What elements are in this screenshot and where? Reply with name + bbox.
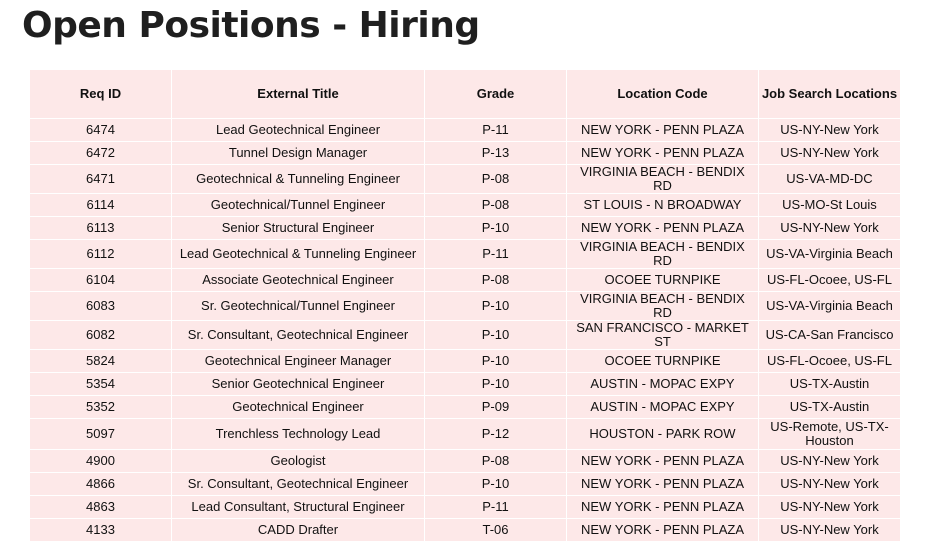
cell-external-title: Geotechnical Engineer: [172, 396, 425, 419]
cell-external-title: Trenchless Technology Lead: [172, 419, 425, 450]
cell-grade: P-08: [425, 450, 567, 473]
cell-req-id: 5352: [30, 396, 172, 419]
header-external-title: External Title: [172, 70, 425, 119]
cell-grade: P-11: [425, 240, 567, 269]
cell-location-code: AUSTIN - MOPAC EXPY: [567, 396, 759, 419]
cell-location-code: VIRGINIA BEACH - BENDIX RD: [567, 292, 759, 321]
cell-job-search-locations: US-TX-Austin: [759, 373, 901, 396]
cell-req-id: 6471: [30, 165, 172, 194]
open-positions-table: [29, 69, 901, 542]
cell-location-code: NEW YORK - PENN PLAZA: [567, 496, 759, 519]
cell-job-search-locations: US-VA-Virginia Beach: [759, 240, 901, 269]
cell-location-code: OCOEE TURNPIKE: [567, 350, 759, 373]
cell-grade: P-13: [425, 142, 567, 165]
cell-req-id: 4133: [30, 519, 172, 542]
cell-req-id: 6113: [30, 217, 172, 240]
table-row: [30, 292, 901, 321]
table-row: [30, 194, 901, 217]
cell-req-id: 5097: [30, 419, 172, 450]
cell-external-title: Tunnel Design Manager: [172, 142, 425, 165]
cell-location-code: NEW YORK - PENN PLAZA: [567, 142, 759, 165]
cell-job-search-locations: US-TX-Austin: [759, 396, 901, 419]
cell-req-id: 4863: [30, 496, 172, 519]
table-row: [30, 473, 901, 496]
cell-external-title: Sr. Consultant, Geotechnical Engineer: [172, 321, 425, 350]
cell-location-code: NEW YORK - PENN PLAZA: [567, 450, 759, 473]
cell-job-search-locations: US-CA-San Francisco: [759, 321, 901, 350]
cell-job-search-locations: US-NY-New York: [759, 496, 901, 519]
cell-job-search-locations: US-FL-Ocoee, US-FL: [759, 350, 901, 373]
table-row: [30, 350, 901, 373]
table-row: [30, 119, 901, 142]
table-row: [30, 217, 901, 240]
cell-job-search-locations: US-VA-MD-DC: [759, 165, 901, 194]
cell-location-code: HOUSTON - PARK ROW: [567, 419, 759, 450]
table-row: [30, 165, 901, 194]
cell-external-title: CADD Drafter: [172, 519, 425, 542]
cell-grade: P-10: [425, 373, 567, 396]
cell-req-id: 5824: [30, 350, 172, 373]
cell-external-title: Senior Structural Engineer: [172, 217, 425, 240]
cell-grade: P-11: [425, 496, 567, 519]
cell-grade: P-10: [425, 321, 567, 350]
cell-job-search-locations: US-VA-Virginia Beach: [759, 292, 901, 321]
header-job-search-locations: Job Search Locations: [759, 70, 901, 119]
table-row: [30, 321, 901, 350]
cell-external-title: Geotechnical & Tunneling Engineer: [172, 165, 425, 194]
cell-job-search-locations: US-NY-New York: [759, 519, 901, 542]
cell-req-id: 6104: [30, 269, 172, 292]
cell-grade: P-09: [425, 396, 567, 419]
cell-external-title: Geologist: [172, 450, 425, 473]
cell-job-search-locations: US-Remote, US-TX-Houston: [759, 419, 901, 450]
cell-external-title: Lead Consultant, Structural Engineer: [172, 496, 425, 519]
cell-external-title: Geotechnical/Tunnel Engineer: [172, 194, 425, 217]
page-title: Open Positions - Hiring: [22, 5, 480, 46]
cell-job-search-locations: US-FL-Ocoee, US-FL: [759, 269, 901, 292]
cell-external-title: Lead Geotechnical & Tunneling Engineer: [172, 240, 425, 269]
cell-external-title: Lead Geotechnical Engineer: [172, 119, 425, 142]
cell-grade: P-08: [425, 269, 567, 292]
cell-job-search-locations: US-MO-St Louis: [759, 194, 901, 217]
table-row: [30, 450, 901, 473]
cell-location-code: ST LOUIS - N BROADWAY: [567, 194, 759, 217]
cell-req-id: 6474: [30, 119, 172, 142]
cell-location-code: NEW YORK - PENN PLAZA: [567, 519, 759, 542]
header-row: [30, 70, 901, 119]
cell-req-id: 4866: [30, 473, 172, 496]
cell-job-search-locations: US-NY-New York: [759, 119, 901, 142]
cell-grade: P-08: [425, 194, 567, 217]
cell-job-search-locations: US-NY-New York: [759, 473, 901, 496]
cell-grade: P-10: [425, 350, 567, 373]
cell-req-id: 6082: [30, 321, 172, 350]
cell-external-title: Associate Geotechnical Engineer: [172, 269, 425, 292]
cell-req-id: 6083: [30, 292, 172, 321]
cell-req-id: 5354: [30, 373, 172, 396]
cell-req-id: 6112: [30, 240, 172, 269]
header-location-code: Location Code: [567, 70, 759, 119]
header-req-id: Req ID: [30, 70, 172, 119]
cell-req-id: 4900: [30, 450, 172, 473]
cell-location-code: VIRGINIA BEACH - BENDIX RD: [567, 165, 759, 194]
cell-req-id: 6114: [30, 194, 172, 217]
table-row: [30, 142, 901, 165]
cell-grade: T-06: [425, 519, 567, 542]
cell-grade: P-10: [425, 473, 567, 496]
table-row: [30, 396, 901, 419]
cell-external-title: Senior Geotechnical Engineer: [172, 373, 425, 396]
cell-location-code: VIRGINIA BEACH - BENDIX RD: [567, 240, 759, 269]
cell-external-title: Sr. Consultant, Geotechnical Engineer: [172, 473, 425, 496]
cell-req-id: 6472: [30, 142, 172, 165]
cell-grade: P-11: [425, 119, 567, 142]
cell-location-code: AUSTIN - MOPAC EXPY: [567, 373, 759, 396]
cell-grade: P-12: [425, 419, 567, 450]
cell-job-search-locations: US-NY-New York: [759, 142, 901, 165]
cell-grade: P-10: [425, 292, 567, 321]
table-row: [30, 240, 901, 269]
table-row: [30, 269, 901, 292]
cell-grade: P-08: [425, 165, 567, 194]
table-row: [30, 519, 901, 542]
cell-external-title: Sr. Geotechnical/Tunnel Engineer: [172, 292, 425, 321]
cell-job-search-locations: US-NY-New York: [759, 217, 901, 240]
cell-location-code: NEW YORK - PENN PLAZA: [567, 119, 759, 142]
cell-location-code: OCOEE TURNPIKE: [567, 269, 759, 292]
table-row: [30, 419, 901, 450]
header-grade: Grade: [425, 70, 567, 119]
cell-location-code: SAN FRANCISCO - MARKET ST: [567, 321, 759, 350]
cell-external-title: Geotechnical Engineer Manager: [172, 350, 425, 373]
table-row: [30, 496, 901, 519]
cell-job-search-locations: US-NY-New York: [759, 450, 901, 473]
cell-location-code: NEW YORK - PENN PLAZA: [567, 217, 759, 240]
table-row: [30, 373, 901, 396]
cell-location-code: NEW YORK - PENN PLAZA: [567, 473, 759, 496]
cell-grade: P-10: [425, 217, 567, 240]
